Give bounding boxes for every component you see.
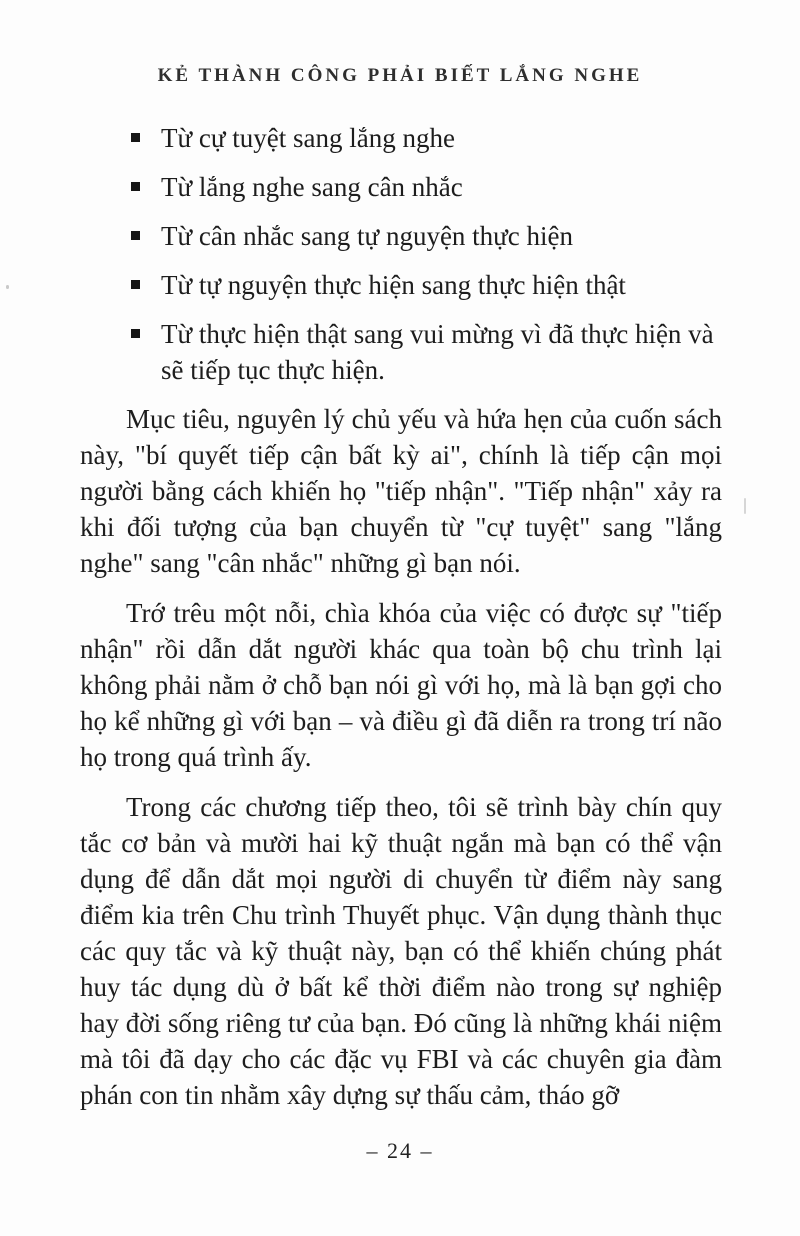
paragraph: Trong các chương tiếp theo, tôi sẽ trình bày chín quy tắc cơ bản và mười hai kỹ thuật ngắn mà bạn có thể vận dụng để dẫn dắt mọi người di chuyển từ điểm này sang điểm kia trên Chu trình Thuyết phục. Vận dụng thành thục các quy tắc và kỹ thuật này, bạn có thể khiến chúng phát huy tác dụng dù ở bất kể thời điểm nào trong sự nghiệp hay đời sống riêng tư của bạn. Đó cũng là những khái niệm mà tôi đã dạy cho các đặc vụ FBI và các chuyên gia đàm phán con tin nhằm xây dựng sự thấu cảm, tháo gỡ [80,792,722,1110]
list-item-text: Từ cự tuyệt sang lắng nghe [161,123,455,153]
list-item-text: Từ tự nguyện thực hiện sang thực hiện thật [161,270,626,300]
page-number: – 24 – [366,1138,434,1163]
paragraph: Mục tiêu, nguyên lý chủ yếu và hứa hẹn của cuốn sách này, "bí quyết tiếp cận bất kỳ ai", chính là tiếp cận mọi người bằng cách khiến họ "tiếp nhận". "Tiếp nhận" xảy ra khi đối tượng của bạn chuyển từ "cự tuyệt" sang "lắng nghe" sang "cân nhắc" những gì bạn nói. [80,404,722,578]
list-item [131,267,722,303]
list-item-text: Từ cân nhắc sang tự nguyện thực hiện [161,221,574,251]
paragraph: Trớ trêu một nỗi, chìa khóa của việc có được sự "tiếp nhận" rồi dẫn dắt người khác qua toàn bộ chu trình lại không phải nằm ở chỗ bạn nói gì với họ, mà là bạn gợi cho họ kể những gì với bạn – và điều gì đã diễn ra trong trí não họ trong quá trình ấy. [80,598,722,772]
square-bullet-icon [131,182,140,191]
square-bullet-icon [131,231,140,240]
body-text [80,401,722,1113]
list-item [131,218,722,254]
bullet-list [131,120,722,388]
list-item [131,316,722,388]
list-item-text: Từ lắng nghe sang cân nhắc [161,172,463,202]
scan-artifact [744,498,746,514]
square-bullet-icon [131,133,140,142]
square-bullet-icon [131,329,140,338]
square-bullet-icon [131,280,140,289]
list-item [131,169,722,205]
list-item-text: Từ thực hiện thật sang vui mừng vì đã thực hiện và sẽ tiếp tục thực hiện. [161,319,714,385]
running-header: KẺ THÀNH CÔNG PHẢI BIẾT LẮNG NGHE [157,65,643,86]
list-item [131,120,722,156]
scan-artifact [6,285,9,289]
